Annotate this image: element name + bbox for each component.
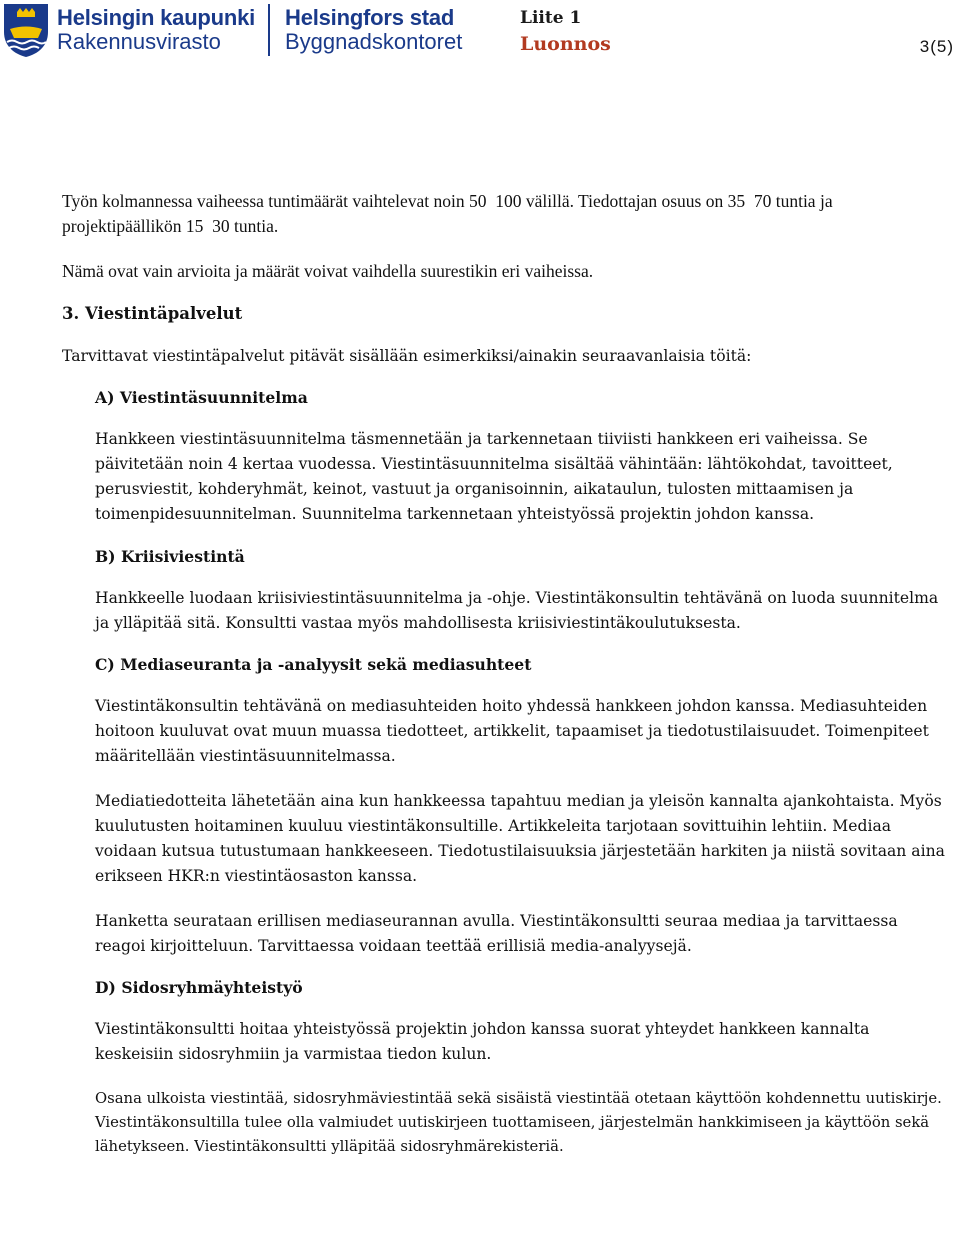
subsection-c <box>95 655 952 959</box>
subsection-a <box>95 388 952 527</box>
subsection-c-text-3: Hanketta seurataan erillisen mediaseurannan avulla. Viestintäkonsultti seuraa mediaa ja tarvittaessa reagoi kirjoitteluun. Tarvittaessa voidaan teettää erillisiä media-analyysejä. <box>95 912 898 955</box>
document-header <box>0 0 960 70</box>
subsection-c-text-2: Mediatiedotteita lähetetään aina kun hankkeessa tapahtuu median ja yleisön kannalta ajankohtaista. Myös kuulutusten hoitaminen kuuluu viestintäkonsultille. Artikkeleita tarjotaan sovittuihin lehtiin. Mediaa voidaan kutsua tutustumaan hankkeeseen. Tiedotustilaisuuksia järjestetään harkiten ja niistä sovitaan aina erikseen HKR:n viestintäosaston kanssa. <box>95 792 945 885</box>
paragraph-hours: Työn kolmannessa vaiheessa tuntimäärät vaihtelevat noin 50 100 välillä. Tiedottajan osuus on 35 70 tuntia ja projektipäällikön 15 30 tuntia. <box>62 191 833 236</box>
helsinki-crest-icon <box>2 2 50 58</box>
draft-label: Luonnos <box>520 33 611 55</box>
subsection-a-text: Hankkeen viestintäsuunnitelma täsmennetään ja tarkennetaan tiiviisti hankkeen eri vaiheissa. Se päivitetään noin 4 kertaa vuodessa. Viestintäsuunnitelma sisältää vähintään: lähtökohdat, tavoitteet, perusviestit, kohderyhmät, keinot, vastuut ja organisoinnin, aikataulun, tulosten mittaamisen ja toimenpidesuunnitelman. Suunnitelma tarkennetaan yhteistyössä projektin johdon kanssa. <box>95 430 893 523</box>
section-intro: Tarvittavat viestintäpalvelut pitävät sisällään esimerkiksi/ainakin seuraavanlaisia töitä: <box>62 347 752 365</box>
section-title: 3. Viestintäpalvelut <box>62 304 243 323</box>
subsection-d-text-1: Viestintäkonsultti hoitaa yhteistyössä projektin johdon kanssa suorat yhteydet hankkeen kannalta keskeisiin sidosryhmiin ja varmistaa tiedon kulun. <box>95 1020 870 1063</box>
subsection-d <box>95 978 952 1159</box>
attachment-label: Liite 1 <box>520 8 582 28</box>
subsection-d-text-2: Osana ulkoista viestintää, sidosryhmäviestintää sekä sisäistä viestintää otetaan käyttöön kohdennettu uutiskirje. Viestintäkonsultilla tulee olla valmiudet uutiskirjeen tuottamiseen, järjestelmän hankkimiseen ja käyttöön sekä lähetykseen. Viestintäkonsultti ylläpitää sidosryhmärekisteriä. <box>95 1090 942 1155</box>
subsection-c-title: C) Mediaseuranta ja -analyysit sekä mediasuhteet <box>95 655 532 674</box>
subsection-b <box>95 547 952 636</box>
logo-divider <box>268 4 270 56</box>
logo-finnish <box>57 6 255 54</box>
department-name-fi: Rakennusvirasto <box>57 29 221 54</box>
logo-swedish <box>285 6 462 54</box>
city-name-fi: Helsingin kaupunki <box>57 5 256 30</box>
subsection-d-title: D) Sidosryhmäyhteistyö <box>95 978 303 997</box>
subsection-c-text-1: Viestintäkonsultin tehtävänä on mediasuhteiden hoito yhdessä hankkeen johdon kanssa. Mediasuhteiden hoitoon kuuluvat ovat muun muassa tiedotteet, artikkelit, tapaamiset ja tiedotustilaisuudet. Toimenpiteet määritellään viestintäsuunnitelmassa. <box>95 697 929 765</box>
page-number: 3(5) <box>919 37 954 56</box>
department-name-sv: Byggnadskontoret <box>285 29 463 54</box>
paragraph-estimates: Nämä ovat vain arvioita ja määrät voivat vaihdella suurestikin eri vaiheissa. <box>62 261 594 281</box>
subsection-b-title: B) Kriisiviestintä <box>95 547 245 566</box>
subsection-a-title: A) Viestintäsuunnitelma <box>95 388 308 407</box>
document-body <box>62 189 952 1159</box>
subsection-b-text: Hankkeelle luodaan kriisiviestintäsuunnitelma ja -ohje. Viestintäkonsultin tehtävänä on luoda suunnitelma ja ylläpitää sitä. Konsultti vastaa myös mahdollisesta kriisiviestintäkoulutuksesta. <box>95 589 939 632</box>
city-name-sv: Helsingfors stad <box>285 5 455 30</box>
